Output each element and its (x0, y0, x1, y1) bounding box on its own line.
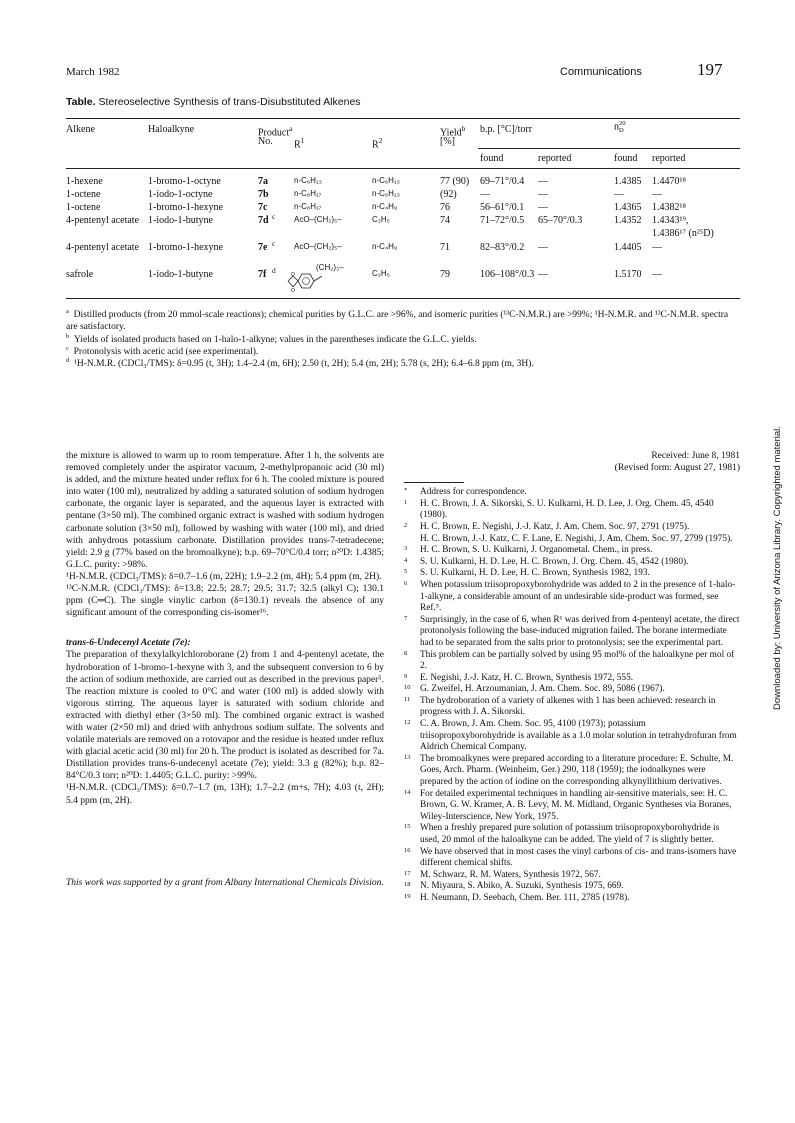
reference-number: 1 (404, 498, 408, 506)
cell-bp-found: 56–61°/0.1 (480, 202, 525, 213)
reference-item (404, 881, 740, 893)
cell-r1: n-C₈H₁₇ (294, 202, 322, 211)
reference-number: 3 (404, 545, 408, 553)
cell-nd-rep-extra: 1.4386¹⁷ (n²⁵D) (652, 228, 714, 239)
correspondence-note: * Address for correspondence. (404, 487, 527, 498)
reference-number: 9 (404, 672, 408, 680)
running-header-date: March 1982 (66, 66, 120, 78)
reference-number: 8 (404, 649, 408, 657)
table-footnote-b: $^b$ Yields of isolated products based on 1-halo-1-alkyne; values in the parentheses indicate the G.L.C. yields. (66, 333, 477, 346)
reference-number: 2 (404, 521, 408, 529)
cell-alkene: 4-pentenyl acetate (66, 215, 140, 226)
reference-number: 13 (404, 753, 411, 761)
reference-item (404, 684, 740, 696)
reference-item (404, 754, 740, 789)
revised-date: (Revised form: August 27, 1981) (614, 463, 740, 474)
reference-item (404, 847, 740, 870)
cell-alkene: 1-hexene (66, 176, 103, 187)
reference-text: G. Zweifel, H. Arzoumanian, J. Am. Chem. Soc. 89, 5086 (1967). (420, 684, 665, 695)
cell-alkene: 1-octene (66, 189, 101, 200)
page-number: 197 (697, 60, 723, 79)
th-r1: $R^1$ (294, 136, 305, 151)
table-footnote-a: $^a$ Distilled products (from 20 mmol-scale reactions); chemical purities by G.L.C. are >96%, and isomeric purities (¹³C-N.M.R.) are >99%; ¹H-N.M.R. and ¹³C-N.M.R. spectra are satisfactory. (66, 308, 729, 333)
cell-halo: 1-iodo-1-butyne (148, 215, 213, 226)
reference-text: This problem can be partially solved by using 95 mol% of the haloalkyne per mol of 2. (420, 649, 735, 672)
cell-no: 7b (258, 189, 269, 200)
cell-nd-found: 1.5170 (614, 269, 642, 280)
th-bp: b.p. [°C]/torr (480, 124, 533, 135)
cell-bp-found: 69–71°/0.4 (480, 176, 525, 187)
cell-halo: 1-bromo-1-hexyne (148, 242, 223, 253)
reference-text: The hydroboration of a variety of alkenes with 1 has been achieved: research in progress with J. A. Sikorski. (420, 695, 716, 718)
table-top-rule (66, 118, 740, 119)
reference-item (404, 696, 740, 719)
cell-nd-rep: — (652, 242, 662, 253)
reference-item (404, 499, 740, 522)
cell-yield: 77 (90) (440, 176, 470, 187)
reference-number: 17 (404, 869, 411, 877)
cell-r2: n-C₆H₁₃ (372, 189, 400, 198)
cell-r1: AcO–(CH₂)₅– (294, 215, 342, 224)
th-yield: Yield$^b$ (440, 124, 466, 139)
reference-number: 15 (404, 823, 411, 831)
cell-yield: 79 (440, 269, 450, 280)
cell-alkene: 4-pentenyl acetate (66, 242, 140, 253)
cell-nd-found: 1.4405 (614, 242, 642, 253)
reference-item (404, 568, 740, 580)
cell-nd-found: 1.4385 (614, 176, 642, 187)
reference-item (404, 719, 740, 754)
reference-number: 5 (404, 568, 408, 576)
cell-alkene: 1-octene (66, 202, 101, 213)
paragraph-7e-preparation: The preparation of thexylalkylchloroborane (2) from 1 and 4-pentenyl acetate, the hydroboration of 1-bromo-1-hexyne with 3, and the subsequent conversion to 6 by the action of sodium methoxide, are carried out as described in the previous paper⁵. The reaction mixture is cooled to 0°C and water (100 ml) is added slowly with vigorous stirring. The aqueous layer is saturated with sodium chloride and extracted with diethyl ether (3×50 ml). The combined organic extract is washed with water (2×50 ml) and dried with anhydrous sodium sulfate. The solvents and volatile materials are removed on a rotovapor and the residue is heated under reflux with glacial acetic acid (30 ml) for 20 h. The product is isolated as described for 7a. Distillation provides trans-6-undecenyl acetate (7e); yield: 3.3 g (82%); b.p. 82–84°C/0.3 torr; n²⁰D: 1.4405; G.L.C. purity: >99%. (66, 650, 384, 782)
reference-text: For detailed experimental techniques in handling air-sensitive materials, see: H. C. Brown, G. W. Kramer, A. B. Levy, M. M. Midland, Organic Syntheses via Boranes, Wiley-Interscience, New York, 1975. (420, 788, 732, 822)
svg-text:O: O (291, 272, 295, 278)
reference-number: 7 (404, 614, 408, 622)
reference-number: 11 (404, 695, 411, 703)
cell-r2: n-C₄H₉ (372, 202, 398, 211)
reference-item (404, 650, 740, 673)
th-bp-reported: reported (538, 153, 572, 164)
cell-bp-rep: — (538, 189, 548, 200)
cell-halo: 1-iodo-1-butyne (148, 269, 213, 280)
cell-halo: 1-iodo-1-octyne (148, 189, 213, 200)
reference-number: 6 (404, 579, 408, 587)
reference-number: 12 (404, 719, 411, 727)
safrole-structure-icon (282, 270, 340, 294)
acknowledgement: This work was supported by a grant from Albany International Chemicals Division. (66, 877, 384, 888)
cell-bp-found: 71–72°/0.5 (480, 215, 525, 226)
received-date: Received: June 8, 1981 (651, 451, 740, 461)
cell-no: 7d (258, 215, 269, 226)
reference-number: 14 (404, 788, 411, 796)
cell-no: 7e (258, 242, 268, 253)
cell-no: 7c (258, 202, 268, 213)
th-nd: n 20 D (614, 120, 626, 134)
reference-text: When a freshly prepared pure solution of potassium triisopropoxyborohydride is used, 20 mmol of the haloalkyne can be added. The yield of 7 is slightly better. (420, 823, 720, 845)
reference-text: H. C. Brown, E. Negishi, J.-J. Katz, J. Am. Chem. Soc. 97, 2791 (1975). (420, 521, 690, 532)
right-column (404, 450, 740, 905)
section-heading-7e: trans-6-Undecenyl Acetate (7e): (66, 638, 191, 649)
table-caption (66, 96, 361, 108)
reference-text: H. C. Brown, S. U. Kulkarni, J. Organometal. Chem., in press. (420, 545, 653, 556)
paragraph-7a-13c-nmr: ¹³C-N.M.R. (CDCl₃/TMS): δ=13.8; 22.5; 28.7; 29.5; 31.7; 32.5 (alkyl C); 130.1 ppm (C═C). The single vinylic carbon (δ=130.1) reveals the absence of any significant amount of the corresponding cis-isomer¹⁶. (66, 584, 384, 619)
reference-item (404, 893, 740, 905)
cell-r1: n-C₈H₁₇ (294, 189, 322, 198)
reference-text: S. U. Kulkarni, H. D. Lee, H. C. Brown, Synthesis 1982, 193. (420, 568, 650, 579)
reference-text: H. C. Brown, J. A. Sikorski, S. U. Kulkarni, H. D. Lee, J. Org. Chem. 45, 4540 (1980). (420, 498, 714, 521)
cell-bp-found: 106–108°/0.3 (480, 269, 535, 280)
paragraph-7a-1h-nmr: ¹H-N.M.R. (CDCl₃/TMS): δ=0.7–1.6 (m, 22H); 1.9–2.2 (m, 4H); 5.4 ppm (m, 2H). (66, 571, 382, 582)
reference-item (404, 522, 740, 534)
running-header-section: Communications (560, 66, 642, 78)
cell-r1: AcO–(CH₂)₅– (294, 242, 342, 251)
cell-nd-found: 1.4352 (614, 215, 642, 226)
cell-bp-rep: — (538, 202, 548, 213)
reference-text: Surprisingly, in the case of 6, when R¹ was derived from 4-pentenyl acetate, the direct protonolysis following the base-induced migration failed. The borane intermediate had to be separated from the salts prior to protonolysis; see the experimental part. (420, 614, 740, 648)
reference-list (404, 499, 740, 905)
th-bp-found: found (480, 153, 504, 164)
th-no: No. (258, 136, 273, 147)
reference-text: C. A. Brown, J. Am. Chem. Soc. 95, 4100 (1973); potassium triisopropoxyborohydride is available as a 1.0 molar solution in tetrahydrofuran from Aldrich Chemical Company. (420, 719, 737, 753)
cell-yield: 71 (440, 242, 450, 253)
cell-bp-rep: — (538, 176, 548, 187)
reference-number: 4 (404, 556, 408, 564)
cell-halo: 1-bromo-1-octyne (148, 176, 221, 187)
reference-number: 19 (404, 892, 411, 900)
cell-bp-rep: — (538, 269, 548, 280)
reference-item (404, 557, 740, 569)
cell-r1: (CH₂)₃– (316, 263, 344, 272)
table-bottom-rule (66, 298, 740, 299)
cell-no: 7f (258, 269, 267, 280)
table-title: Stereoselective Synthesis of trans-Disubstituted Alkenes (98, 96, 361, 108)
cell-halo: 1-bromo-1-hexyne (148, 202, 223, 213)
reference-item (404, 870, 740, 882)
reference-number: 16 (404, 846, 411, 854)
cell-no-footnote-mark: c (272, 239, 276, 248)
reference-item (404, 615, 740, 650)
table-footnote-d: $^d$ ¹H-N.M.R. (CDCl₃/TMS): δ=0.95 (t, 3H); 1.4–2.4 (m, 6H); 2.50 (t, 2H); 5.4 (m, 2H); 5.78 (s, 2H); 6.4–6.8 ppm (m, 3H). (66, 357, 534, 370)
reference-text: H. Neumann, D. Seebach, Chem. Ber. 111, 2785 (1978). (420, 892, 630, 903)
cell-r2: n-C₆H₁₃ (372, 176, 400, 185)
cell-alkene: safrole (66, 269, 94, 280)
cell-yield: 76 (440, 202, 450, 213)
cell-bp-rep: 65–70°/0.3 (538, 215, 583, 226)
cell-nd-rep: 1.4343¹⁹, (652, 215, 689, 226)
paragraph-7e-1h-nmr: ¹H-N.M.R. (CDCl₃/TMS): δ=0.7–1.7 (m, 13H); 1.7–2.2 (m+s, 7H); 4.03 (t, 2H); 5.4 ppm (m, 2H). (66, 783, 384, 806)
reference-number: 10 (404, 684, 411, 692)
cell-r2: n-C₄H₉ (372, 242, 398, 251)
cell-nd-rep: 1.4382¹⁸ (652, 202, 686, 213)
cell-nd-rep: — (652, 269, 662, 280)
reference-item (404, 789, 740, 824)
th-product: Product$^a$ (258, 124, 293, 139)
th-r2: $R^2$ (372, 136, 383, 151)
svg-text:O: O (291, 288, 295, 294)
cell-bp-found: — (480, 189, 490, 200)
table-label: Table. (66, 96, 96, 108)
reference-text: M. Schwarz, R. M. Waters, Synthesis 1972, 567. (420, 869, 601, 880)
cell-r2: C₂H₅ (372, 269, 390, 278)
reference-text: S. U. Kulkarni, H. D. Lee, H. C. Brown, J. Org. Chem. 45, 4542 (1980). (420, 556, 689, 567)
table-sub-rule (478, 148, 740, 149)
table-head-rule (66, 168, 740, 169)
cell-nd-rep: — (652, 189, 662, 200)
th-haloalkyne: Haloalkyne (148, 124, 195, 135)
download-watermark: Downloaded by: University of Arizona Library. Copyrighted material. (772, 426, 783, 710)
cell-nd-found: — (614, 189, 624, 200)
reference-item (404, 534, 740, 546)
cell-bp-rep: — (538, 242, 548, 253)
paragraph-7a-workup: the mixture is allowed to warm up to room temperature. After 1 h, the solvents are removed completely under the aspirator vacuum, 2-methylpropanoic acid (30 ml) is added, and the mixture heated under reflux for 6 h. The cooled mixture is poured into water (100 ml), neutralized by adding a saturated solution of sodium hydrogen carbonate, the organic layer is separated, and the aqueous layer is extracted with pentane (3×50 ml). The combined organic extract is washed with sodium hydrogen carbonate solution (3×50 ml), followed by washing with water (100 ml), and dried with anhydrous potassium carbonate. Distillation provides trans-7-tetradecene; yield: 2.9 g (77% based on the bromoalkyne); b.p. 69–70°C/0.4 torr; n²⁰D: 1.4385; G.L.C. purity: >98%. (66, 451, 384, 570)
reference-item (404, 545, 740, 557)
reference-text: N. Miyaura, S. Abiko, A. Suzuki, Synthesis 1975, 669. (420, 881, 624, 892)
reference-number: 18 (404, 881, 411, 889)
cell-nd-rep: 1.4470¹⁸ (652, 176, 686, 187)
left-column (66, 450, 384, 889)
reference-item (404, 823, 740, 846)
cell-no-footnote-mark: c (272, 212, 276, 221)
cell-r1: n-C₆H₁₃ (294, 176, 322, 185)
cell-r2: C₂H₅ (372, 215, 390, 224)
cell-bp-found: 82–83°/0.2 (480, 242, 525, 253)
reference-item (404, 580, 740, 615)
references-rule (404, 482, 464, 483)
th-nd-found: found (614, 153, 638, 164)
reference-text: The bromoalkynes were prepared according to a literature procedure: E. Schulte, M. Goes, Arch. Pharm. (Weinheim, Ger.) 290, 118 (1959); the iodoalkynes were prepared by the action of iodine on the corresponding alkynyllithium derivatives. (420, 753, 734, 788)
cell-no: 7a (258, 176, 268, 187)
cell-yield: (92) (440, 189, 457, 200)
cell-no-footnote-mark: d (272, 266, 276, 275)
cell-yield: 74 (440, 215, 450, 226)
reference-text: We have observed that in most cases the vinyl carbons of cis- and trans-isomers have different chemical shifts. (420, 846, 737, 869)
th-yield-unit: [%] (440, 136, 455, 147)
table-footnote-c: $^c$ Protonolysis with acetic acid (see experimental). (66, 345, 259, 358)
reference-text: H. C. Brown, J.-J. Katz, C. F. Lane, E. Negishi, J. Am. Chem. Soc. 97, 2799 (1975). (420, 533, 733, 544)
th-nd-reported: reported (652, 153, 686, 164)
reference-item (404, 673, 740, 685)
cell-nd-found: 1.4365 (614, 202, 642, 213)
reference-text: E. Negishi, J.-J. Katz, H. C. Brown, Synthesis 1972, 555. (420, 672, 634, 683)
reference-text: When potassium triisopropoxyborohydride was added to 2 in the presence of 1-halo-1-alkyne, a considerable amount of an undesirable side-product was formed, see Ref.⁵. (420, 579, 736, 614)
th-alkene: Alkene (66, 124, 95, 135)
